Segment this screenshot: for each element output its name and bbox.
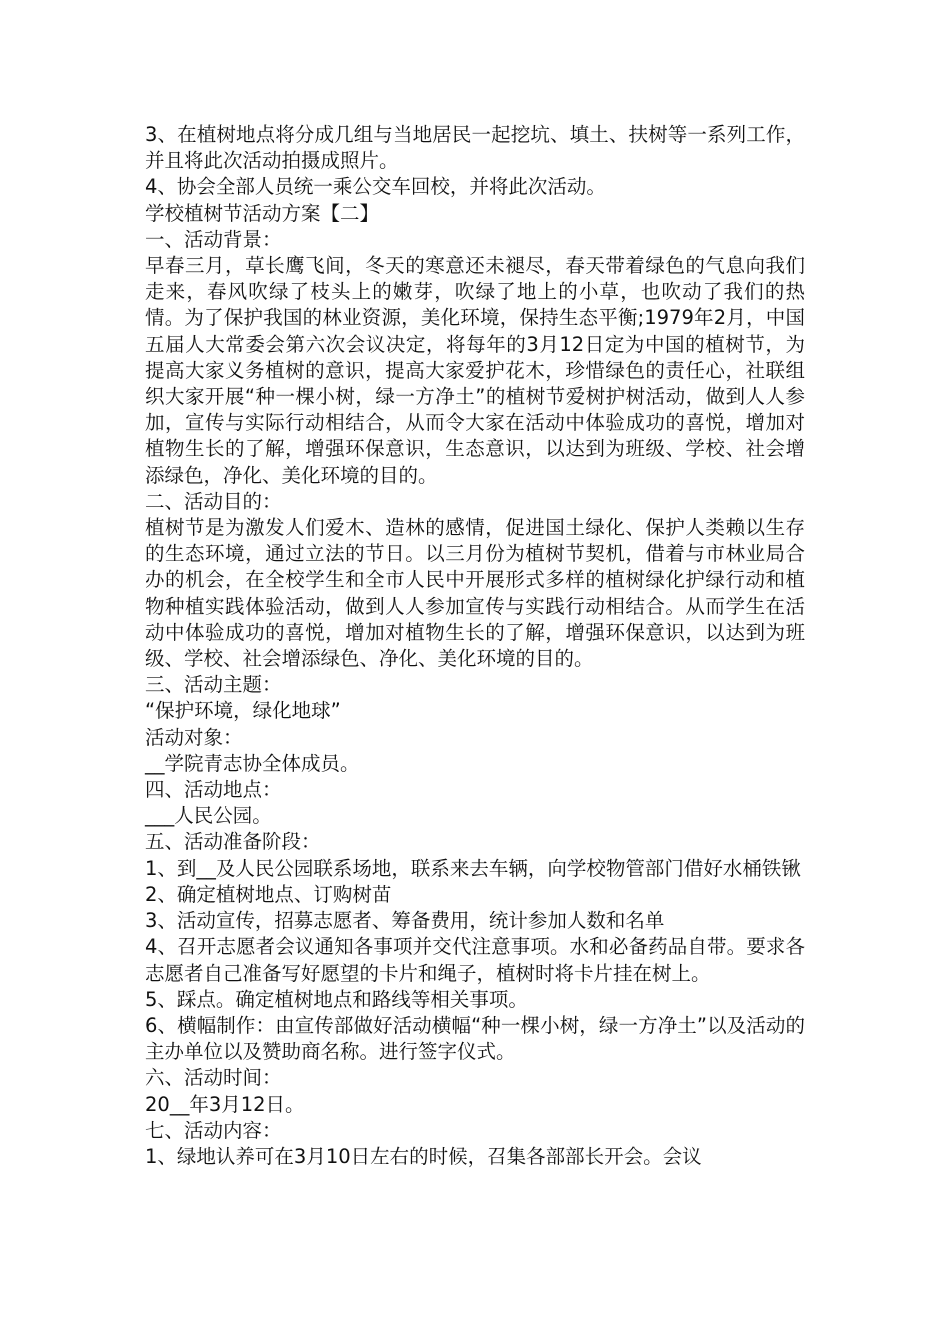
heading: 七、活动内容： [145,1118,282,1142]
heading: 二、活动目的： [145,489,282,513]
section-title: 学校植树节活动方案【二】 [145,201,380,225]
list-item: 1、到__及人民公园联系场地，联系来去车辆，向学校物管部门借好水桶铁锹 [145,856,801,880]
paragraph: __学院青志协全体成员。 [145,751,360,775]
heading: 六、活动时间： [145,1066,282,1090]
heading: 一、活动背景： [145,227,282,251]
paragraph: 植树节是为激发人们爱木、造林的感情，促进国土绿化、保护人类赖以生存的生态环境，通过立法的节日。以三月份为植树节契机，借着与市林业局合办的机会，在全校学生和全市人民中开展形式多样的植树绿化护绿行动和植物种植实践体验活动，做到人人参加宣传与实践行动相结合。从而学生在活动中体验成功的喜悦，增加对植物生长的了解，增强环保意识，以达到为班级、学校、社会增添绿色、净化、美化环境的目的。 [145,516,805,671]
paragraph: 4、协会全部人员统一乘公交车回校，并将此次活动。 [145,175,606,199]
paragraph: ___人民公园。 [145,804,272,828]
list-item: 2、确定植树地点、订购树苗 [145,882,392,906]
list-item: 1、绿地认养可在3月10日左右的时候，召集各部部长开会。会议 [145,1144,702,1168]
heading: 活动对象： [145,725,243,749]
list-item: 4、召开志愿者会议通知各事项并交代注意事项。水和必备药品自带。要求各志愿者自己准备写好愿望的卡片和绳子，植树时将卡片挂在树上。 [145,935,805,985]
list-item: 3、活动宣传，招募志愿者、筹备费用，统计参加人数和名单 [145,909,665,933]
list-item: 5、踩点。确定植树地点和路线等相关事项。 [145,987,528,1011]
paragraph: 早春三月，草长鹰飞间，冬天的寒意还未褪尽，春天带着绿色的气息向我们走来，春风吹绿了枝头上的嫩芽，吹绿了地上的小草，也吹动了我们的热情。为了保护我国的林业资源，美化环境，保持生态平衡;1979年2月，中国五届人大常委会第六次会议决定，将每年的3月12日定为中国的植树节，为提高大家义务植树的意识，提高大家爱护花木，珍惜绿色的责任心，社联组织大家开展“种一棵小树，绿一方净土”的植树节爱树护树活动，做到人人参加，宣传与实际行动相结合，从而令大家在活动中体验成功的喜悦，增加对植物生长的了解，增强环保意识，生态意识，以达到为班级、学校、社会增添绿色，净化、美化环境的目的。 [145,254,805,487]
heading: 五、活动准备阶段： [145,830,321,854]
heading: 三、活动主题： [145,673,282,697]
list-item: 6、横幅制作：由宣传部做好活动横幅“种一棵小树，绿一方净土”以及活动的主办单位以及赞助商名称。进行签字仪式。 [145,1013,805,1064]
paragraph: “保护环境，绿化地球” [145,699,341,723]
paragraph: 3、在植树地点将分成几组与当地居民一起挖坑、填土、扶树等一系列工作，并且将此次活动拍摄成照片。 [145,123,805,173]
heading: 四、活动地点： [145,778,282,802]
paragraph: 20__年3月12日。 [145,1092,305,1116]
document-body [145,122,805,1170]
